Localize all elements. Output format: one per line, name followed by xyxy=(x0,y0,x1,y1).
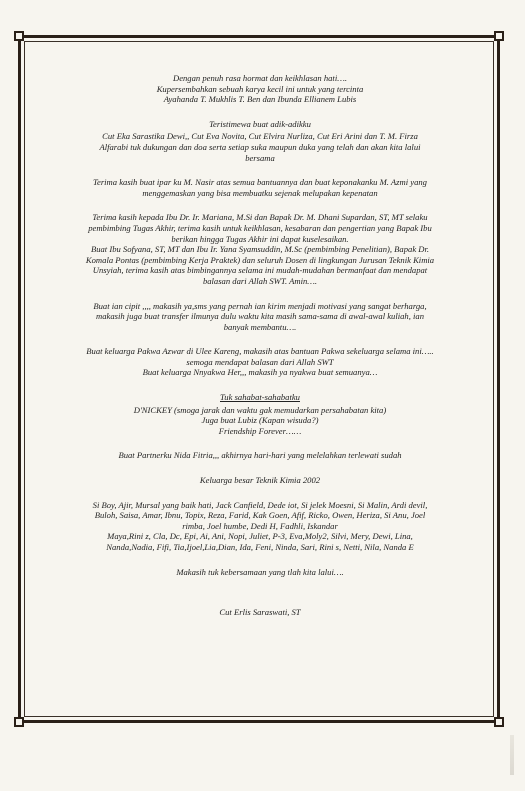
intro-line: Dengan penuh rasa hormat dan keikhlasan hati…. xyxy=(172,73,347,83)
siblings-line: Cut Eka Sarastika Dewi,, Cut Eva Novita, Cut Elvira Nurliza, Cut Eri Arini dan T. M. Firza xyxy=(102,131,418,142)
siblings-line: Alfarabi tuk dukungan dan doa serta setiap suka maupun duka yang telah dan akan kita lalui xyxy=(99,141,421,152)
class-title: Keluarga besar Teknik Kimia 2002 xyxy=(199,475,321,486)
intro-block xyxy=(40,73,480,105)
lecturers-line: berikan hingga Tugas Akhir ini dapat kuselesaikan. xyxy=(171,233,349,244)
page-edge-shadow xyxy=(510,735,514,775)
corner-ornament-bottom-left xyxy=(14,717,24,727)
lecturers-line: Terima kasih kepada Ibu Dr. Ir. Mariana, M.Si dan Bapak Dr. M. Dhani Supardan, ST, MT selaku xyxy=(92,212,428,223)
partner-block xyxy=(40,450,480,461)
class-title-block xyxy=(40,475,480,486)
dedication-text xyxy=(40,73,480,632)
corner-ornament-top-right xyxy=(494,31,504,41)
corner-ornament-bottom-right xyxy=(494,717,504,727)
inlaw-line: Terima kasih buat ipar ku M. Nasir atas semua bantuannya dan buat keponakanku M. Azmi yang xyxy=(93,177,427,188)
lecturers-line: Komala Pontas (pembimbing Kerja Praktek) dan seluruh Dosen di lingkungan Jurusan Teknik Kimia xyxy=(85,254,435,265)
ian-line: banyak membantu…. xyxy=(223,321,297,332)
lecturers-line: balasan dari Allah SWT. Amin…. xyxy=(202,275,318,286)
lecturers-line: Buat Ibu Sofyana, ST, MT dan Ibu Ir. Yana Syamsuddin, M.Sc (pembimbing Penelitian), Bapak Dr. xyxy=(90,244,430,255)
intro-line: Kupersembahkan sebuah karya kecil ini untuk yang tercinta xyxy=(156,83,364,94)
closing-block xyxy=(40,567,480,578)
siblings-line: bersama xyxy=(245,152,275,163)
classmates-line: Buloh, Saisa, Amar, Ibnu, Topix, Reza, Farid, Kak Goen, Afif, Ricko, Owen, Heriza, Si Anu, Joel xyxy=(94,510,426,521)
ian-line: Buat ian cipit ,,,, makasih ya,sms yang pernah ian kirim menjadi motivasi yang sangat berharga, xyxy=(93,300,427,311)
siblings-title: Teristimewa buat adik-adikku xyxy=(209,118,311,129)
friends-title: Tuk sahabat-sahabatku xyxy=(220,392,300,403)
lecturers-block xyxy=(40,212,480,286)
pakwa-line: Buat keluarga Nnyakwa Her,,, makasih ya nyakwa buat semuanya… xyxy=(142,367,378,378)
corner-ornament-top-left xyxy=(14,31,24,41)
signature: Cut Erlis Saraswati, ST xyxy=(219,607,301,618)
friends-line: D'NICKEY (smoga jarak dan waktu gak memudarkan persahabatan kita) xyxy=(133,404,387,415)
friends-line: Friendship Forever…… xyxy=(218,425,302,436)
ian-line: makasih juga buat transfer ilmunya dulu waktu kita masih sama-sama di awal-awal kuliah, ian xyxy=(96,311,424,322)
classmates-line: rimba, Joel humbe, Dedi H, Fadhli, Iskandar xyxy=(182,520,338,531)
classmates-line: Nanda,Nadia, Fifi, Tia,Ijoel,Lia,Dian, Ida, Feni, Ninda, Sari, Rini s, Netti, Nila, Nanda E xyxy=(106,542,414,552)
lecturers-line: pembimbing Tugas Akhir, terima kasih untuk keikhlasan, kesabaran dan pengertian yang Bapak Ibu xyxy=(88,222,432,233)
siblings-block xyxy=(40,119,480,163)
intro-line: Ayahanda T. Mukhlis T. Ben dan Ibunda Ellianem Lubis xyxy=(163,94,357,105)
lecturers-line: Unsyiah, terima kasih atas bimbingannya selama ini mudah-mudahan bermanfaat dan mendapat xyxy=(92,265,428,276)
partner-line: Buat Partnerku Nida Fitria,,, akhirnya hari-hari yang melelahkan terlewati sudah xyxy=(118,450,402,461)
inlaw-line: menggemaskan yang bisa membuatku sejenak melupakan kepenatan xyxy=(142,187,378,198)
friends-line: Juga buat Lubiz (Kapan wisuda?) xyxy=(201,415,319,426)
classmates-line: Si Boy, Ajir, Mursal yang baik hati, Jack Canfield, Dede iot, Si jelek Moesni, Si Malin, Ardi devil, xyxy=(92,499,428,510)
pakwa-line: Buat keluarga Pakwa Azwar di Ulee Kareng, makasih atas bantuan Pakwa sekeluarga selama ini….. xyxy=(86,346,434,357)
closing-line: Makasih tuk kebersamaan yang tlah kita lalui…. xyxy=(176,566,344,577)
pakwa-line: semoga mendapat balasan dari Allah SWT xyxy=(186,356,334,367)
ian-block xyxy=(40,301,480,333)
inlaw-block xyxy=(40,177,480,198)
friends-block xyxy=(40,392,480,436)
signature-block xyxy=(40,607,480,618)
classmates-block xyxy=(40,500,480,553)
classmates-line: Maya,Rini z, Cla, Dc, Epi, Ai, Ani, Nopi, Juliet, P-3, Eva,Moly2, Silvi, Mery, Dewi, Lina, xyxy=(107,531,413,542)
pakwa-block xyxy=(40,346,480,378)
